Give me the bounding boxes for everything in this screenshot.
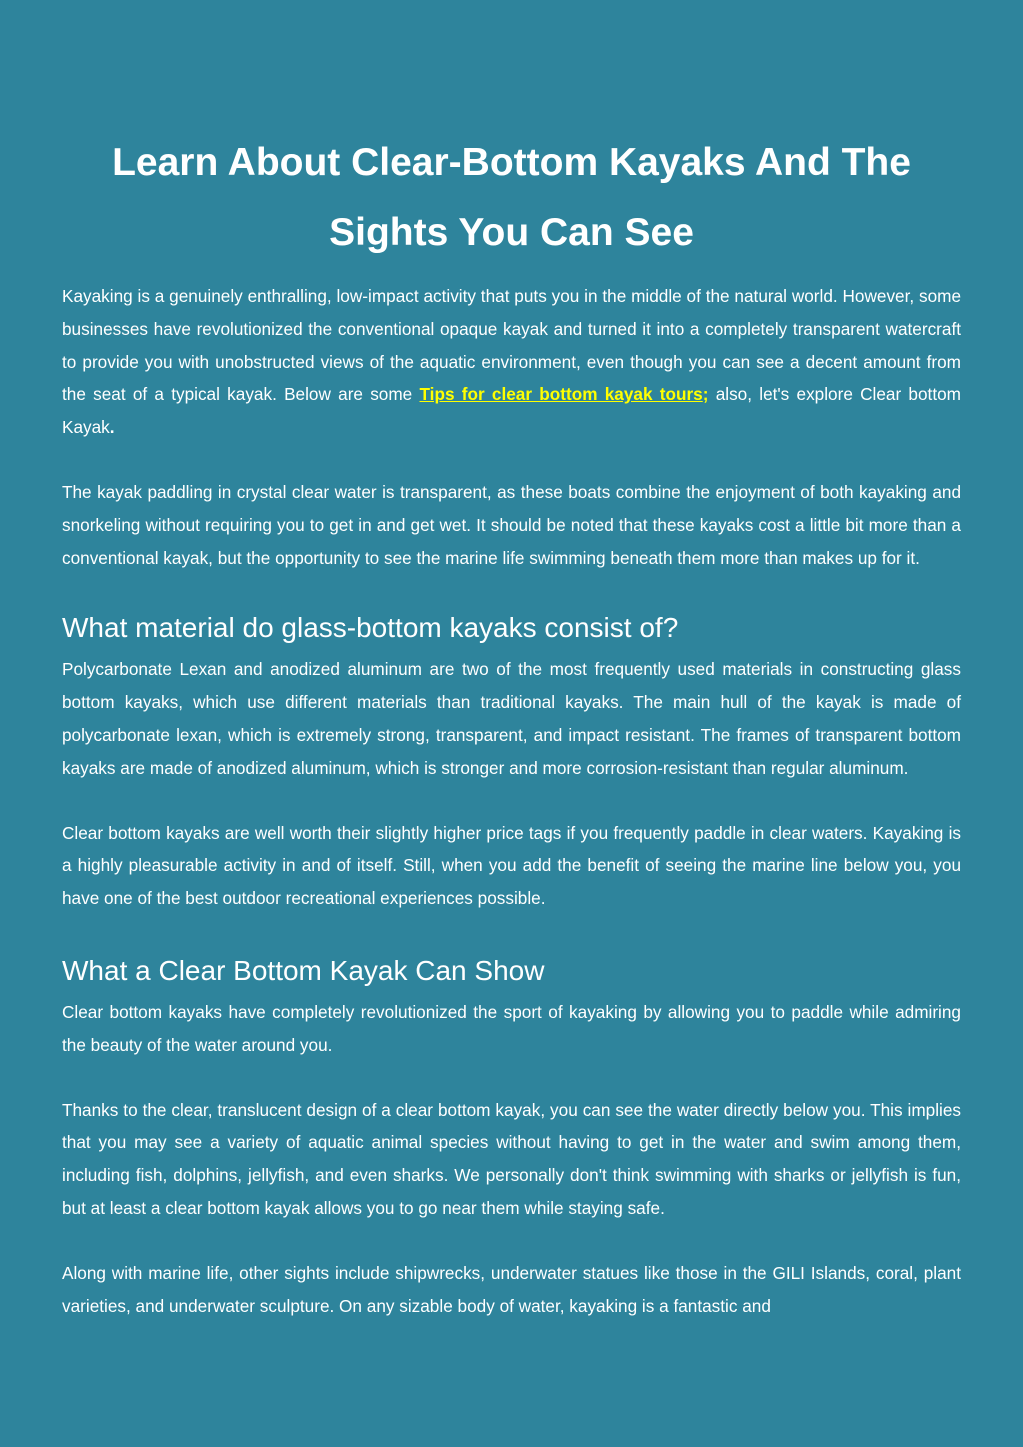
section-heading-sights: What a Clear Bottom Kayak Can Show — [62, 954, 545, 986]
section-heading-material: What material do glass-bottom kayaks consist of? — [62, 612, 679, 644]
paragraph-marine-life: Thanks to the clear, translucent design of a clear bottom kayak, you can see the water directly below you. This implies that you may see a variety of aquatic animal species without having to get in the water and swim among them, including fish, dolphins, jellyfish, and even sharks. We personally don't think swimming with sharks or jellyfish is fun, but at least a clear bottom kayak allows you to go near them while staying safe. — [62, 1099, 961, 1218]
tips-link[interactable]: Tips for clear bottom kayak tours — [419, 384, 703, 405]
page-title: Learn About Clear-Bottom Kayaks And The Sights You Can See — [112, 141, 911, 254]
intro-end: . — [109, 417, 115, 438]
paragraph-other-sights: Along with marine life, other sights include shipwrecks, underwater statues like those in the GILI Islands, coral, plant varieties, and underwater sculpture. On any sizable body of water, kayaking is a fantastic and — [62, 1262, 961, 1316]
intro-semicolon: ; — [702, 384, 709, 405]
intro-text-after-link: also, let's explore Clear bottom Kayak — [62, 384, 961, 438]
paragraph-worth-it: Clear bottom kayaks are well worth their slightly higher price tags if you frequently paddle in clear waters. Kayaking is a highly pleasurable activity in and of itself. Still, when you add the benefit of seeing the marine line below you, you have one of the best outdoor recreational experiences possible. — [62, 822, 961, 909]
intro-paragraph — [62, 280, 961, 444]
paragraph-clear-water: The kayak paddling in crystal clear water is transparent, as these boats combine the enjoyment of both kayaking and snorkeling without requiring you to get in and get wet. It should be noted that these kayaks cost a little bit more than a conventional kayak, but the opportunity to see the marine life swimming beneath them more than makes up for it. — [62, 481, 961, 568]
paragraph-materials: Polycarbonate Lexan and anodized aluminum are two of the most frequently used materials in constructing glass bottom kayaks, which use different materials than traditional kayaks. The main hull of the kayak is made of polycarbonate lexan, which is extremely strong, transparent, and impact resistant. The frames of transparent bottom kayaks are made of anodized aluminum, which is stronger and more corrosion-resistant than regular aluminum. — [62, 659, 961, 778]
intro-text: Kayaking is a genuinely enthralling, low-impact activity that puts you in the middle of the natural world. However, some businesses have revolutionized the conventional opaque kayak and turned it into a completely transparent watercraft to provide you with unobstructed views of the aquatic environment, even though you can see a decent amount from the seat of a typical kayak. Below are some — [62, 286, 961, 405]
paragraph-revolutionized: Clear bottom kayaks have completely revolutionized the sport of kayaking by allowing you to paddle while admiring the beauty of the water around you. — [62, 1001, 961, 1055]
